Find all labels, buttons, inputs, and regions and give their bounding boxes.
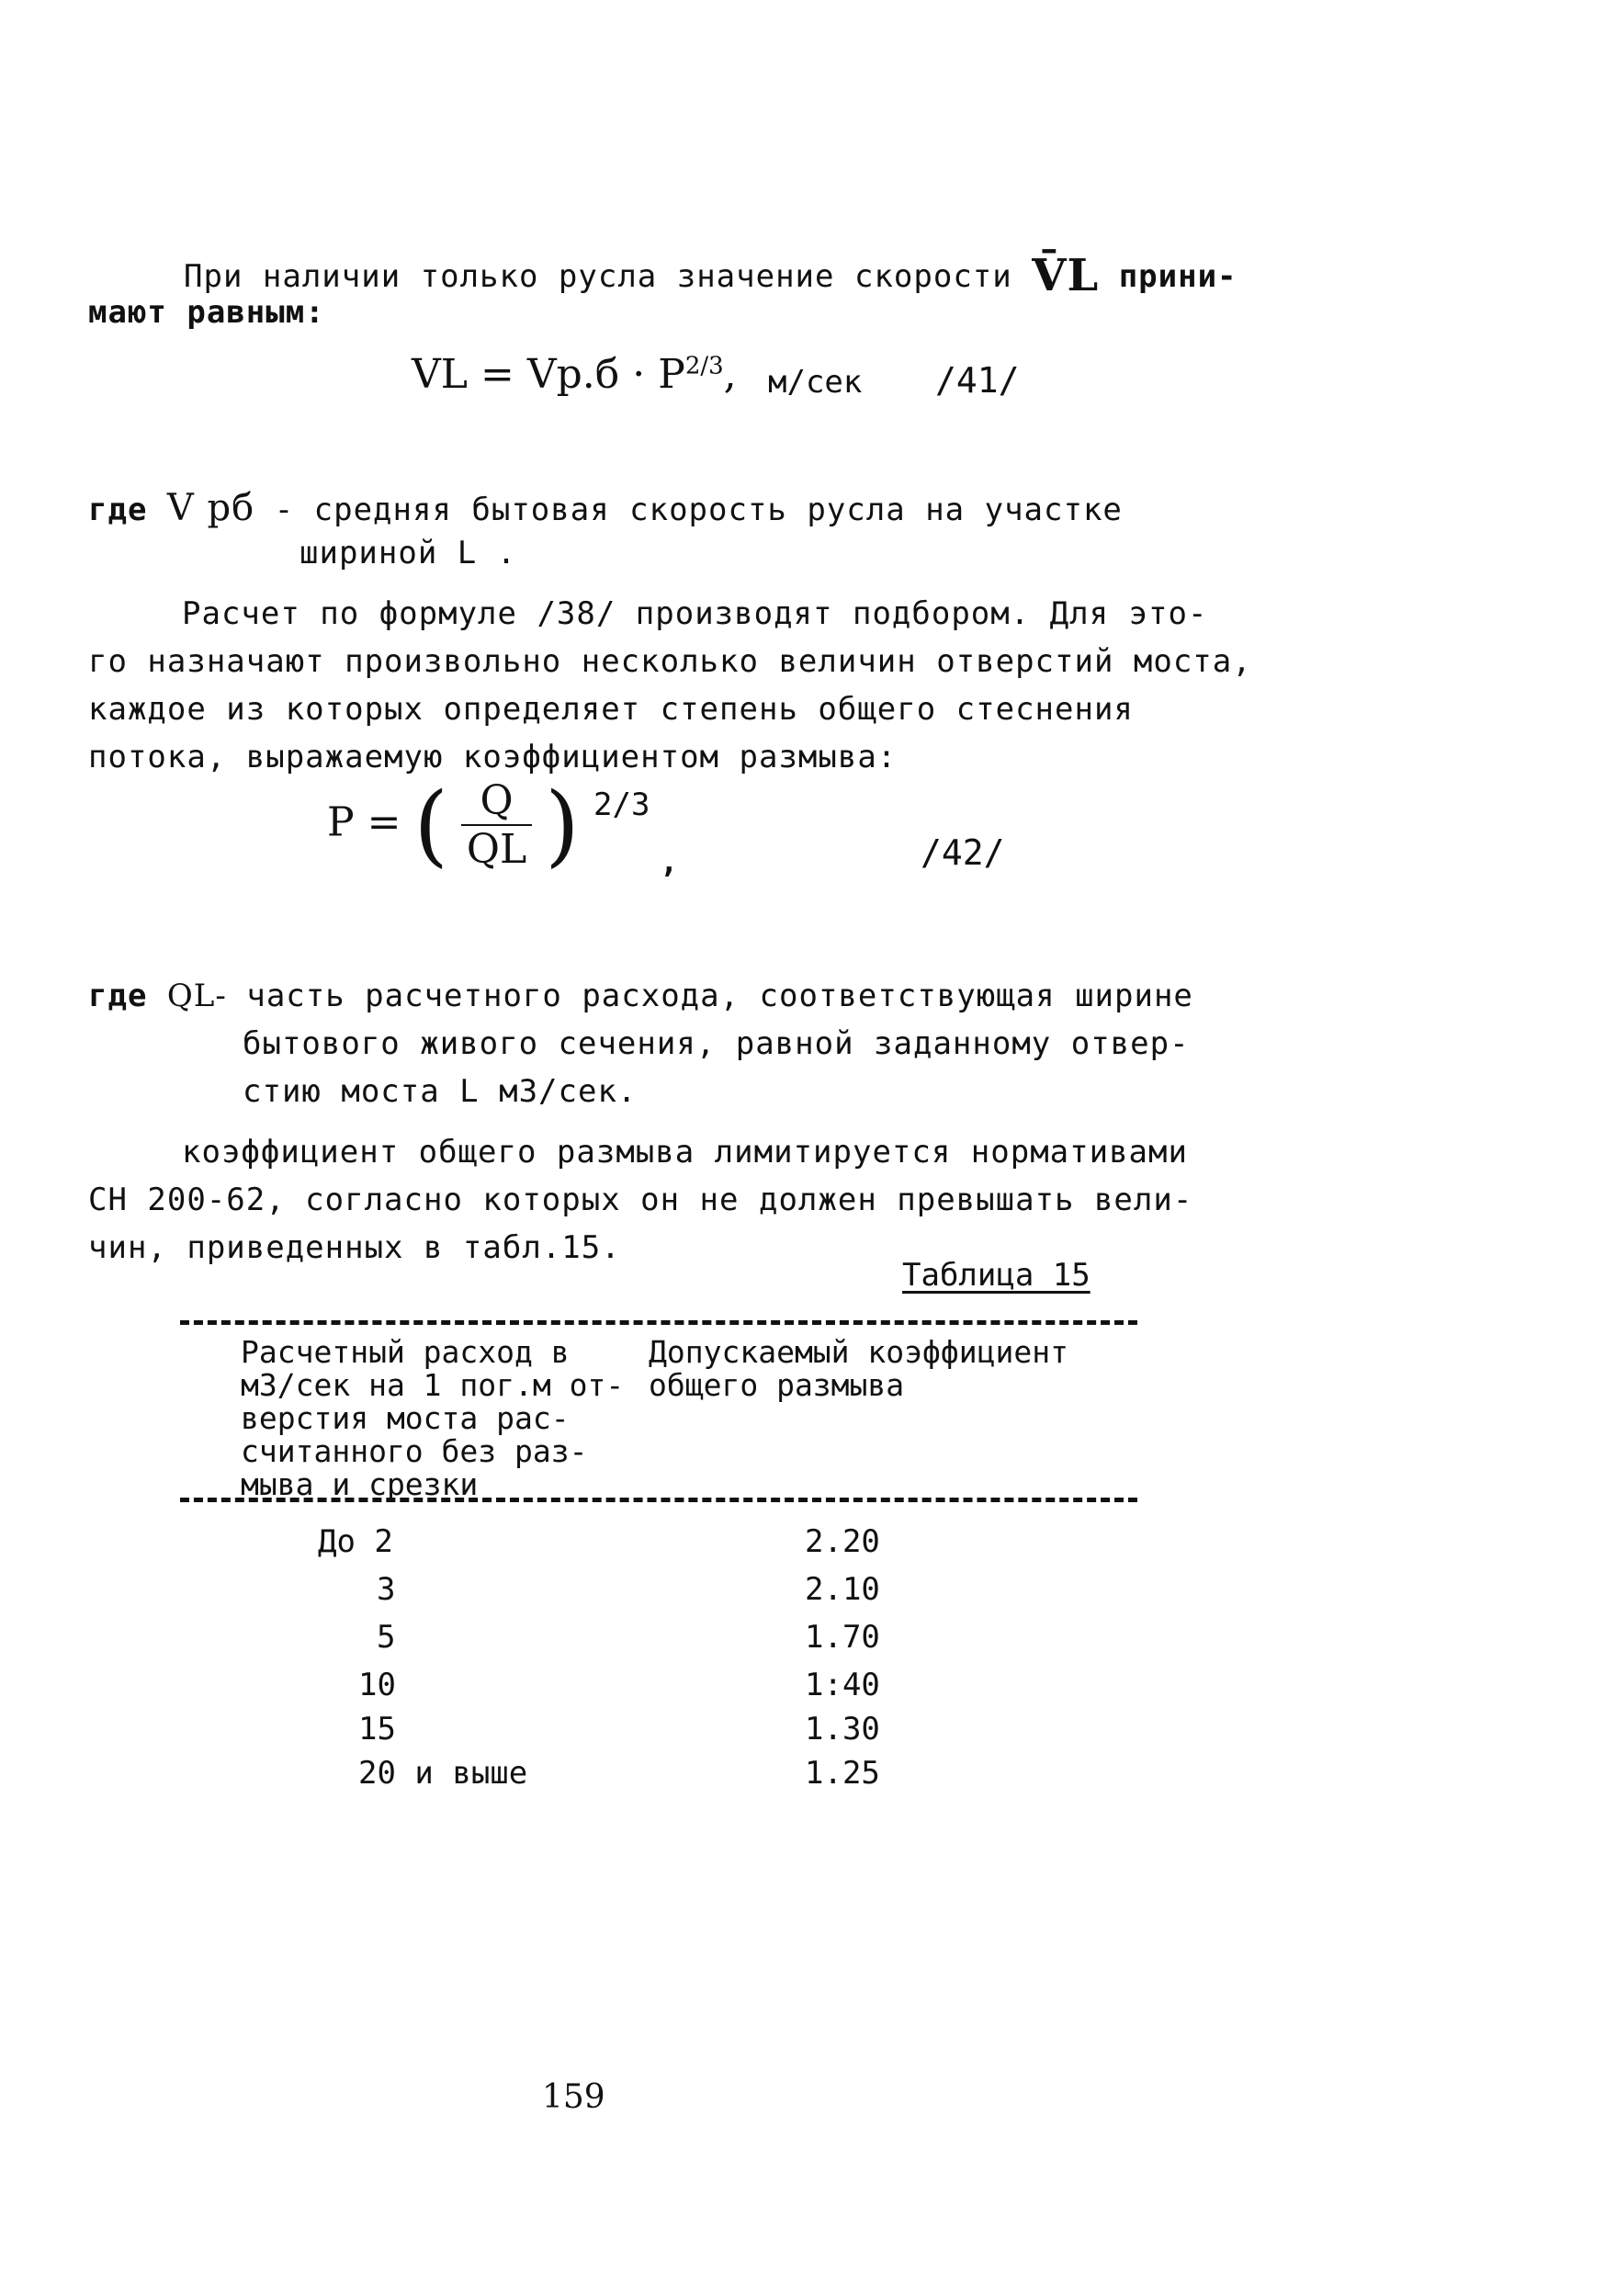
row-coef: 2.10 — [805, 1571, 880, 1608]
where2-prefix: где — [88, 978, 148, 1014]
row-flow: 5 — [377, 1619, 396, 1656]
where1-symbol: V рб — [166, 487, 255, 529]
formula-42-numerator: Q — [461, 777, 532, 826]
row-flow: До 2 — [318, 1523, 393, 1560]
left-paren-icon: ( — [413, 774, 448, 877]
row-flow: 3 — [377, 1571, 396, 1608]
formula-41-expr: VL = Vр.б · P — [412, 351, 685, 398]
header-right-line: общего размыва — [649, 1367, 905, 1403]
row-coef: 1.70 — [805, 1619, 880, 1656]
para1-text: При наличии только русла значение скорости — [184, 258, 1012, 295]
row-coef: 1:40 — [805, 1667, 880, 1703]
formula-42-number: /42/ — [921, 832, 1005, 873]
table-caption: Таблица 15 — [902, 1257, 1091, 1294]
table-header-rule — [180, 1498, 1137, 1502]
velocity-symbol: V̄L — [1032, 250, 1100, 301]
header-left-line: считанного без раз- — [241, 1433, 588, 1469]
table-top-rule — [180, 1320, 1137, 1325]
formula-41-exponent: 2/3 — [684, 352, 724, 380]
formula-42-exponent: 2/3 — [593, 786, 650, 823]
table-header-left — [241, 1336, 624, 1501]
where1-line1 — [88, 487, 1123, 529]
row-flow: 20 и выше — [358, 1755, 528, 1792]
where2-text: часть расчетного расхода, соответствующая ширине — [246, 978, 1193, 1014]
where1-line2: шириной L . — [299, 535, 517, 571]
table-header-right — [649, 1336, 1068, 1402]
header-left-line: мыва и срезки — [241, 1466, 479, 1502]
formula-42-denominator: QL — [466, 826, 527, 873]
formula-42 — [327, 774, 580, 877]
para3-line3: чин, приведенных в табл.15. — [88, 1229, 621, 1266]
row-flow: 15 — [358, 1711, 396, 1747]
para2-line1: Расчет по формуле /38/ производят подбором. Для это- — [182, 595, 1208, 632]
where1-text: - средняя бытовая скорость русла на участке — [274, 492, 1123, 528]
header-right-line: Допускаемый коэффициент — [649, 1334, 1068, 1370]
where2-line2: бытового живого сечения, равной заданному отвер- — [243, 1025, 1190, 1062]
row-flow: 10 — [358, 1667, 396, 1703]
formula-41-number: /41/ — [935, 360, 1020, 401]
para3-line1: коэффициент общего размыва лимитируется нормативами — [182, 1134, 1188, 1171]
where2-line3: стию моста L м3/сек. — [243, 1073, 638, 1110]
formula-42-lhs: P = — [327, 798, 401, 846]
para1-text-end: прини- — [1118, 258, 1237, 295]
formula-41-sep: , — [723, 351, 737, 398]
para1-line1 — [184, 246, 1237, 301]
para3-line2: СН 200-62, согласно которых он не должен превышать вели- — [88, 1182, 1193, 1218]
para2-line4: потока, выражаемую коэффициентом размыва: — [88, 739, 898, 775]
where2-line1 — [88, 978, 1193, 1014]
where1-prefix: где — [88, 492, 148, 528]
para1-line2: мают равным: — [88, 294, 325, 331]
row-coef: 1.30 — [805, 1711, 880, 1747]
row-coef: 1.25 — [805, 1755, 880, 1792]
row-coef: 2.20 — [805, 1523, 880, 1560]
formula-42-fraction — [461, 777, 532, 873]
where2-symbol: QL- — [166, 978, 227, 1014]
formula-41-unit: м/сек — [768, 364, 863, 401]
header-left-line: верстия моста рас- — [241, 1400, 570, 1436]
header-left-line: Расчетный расход в — [241, 1334, 570, 1370]
formula-42-sep: , — [660, 843, 679, 880]
formula-41 — [412, 351, 737, 398]
header-left-line: м3/сек на 1 пог.м от- — [241, 1367, 625, 1403]
page-number: 159 — [542, 2078, 605, 2116]
para2-line3: каждое из которых определяет степень общего стеснения — [88, 691, 1134, 728]
right-paren-icon: ) — [545, 774, 580, 877]
para2-line2: го назначают произвольно несколько величин отверстий моста, — [88, 643, 1252, 680]
